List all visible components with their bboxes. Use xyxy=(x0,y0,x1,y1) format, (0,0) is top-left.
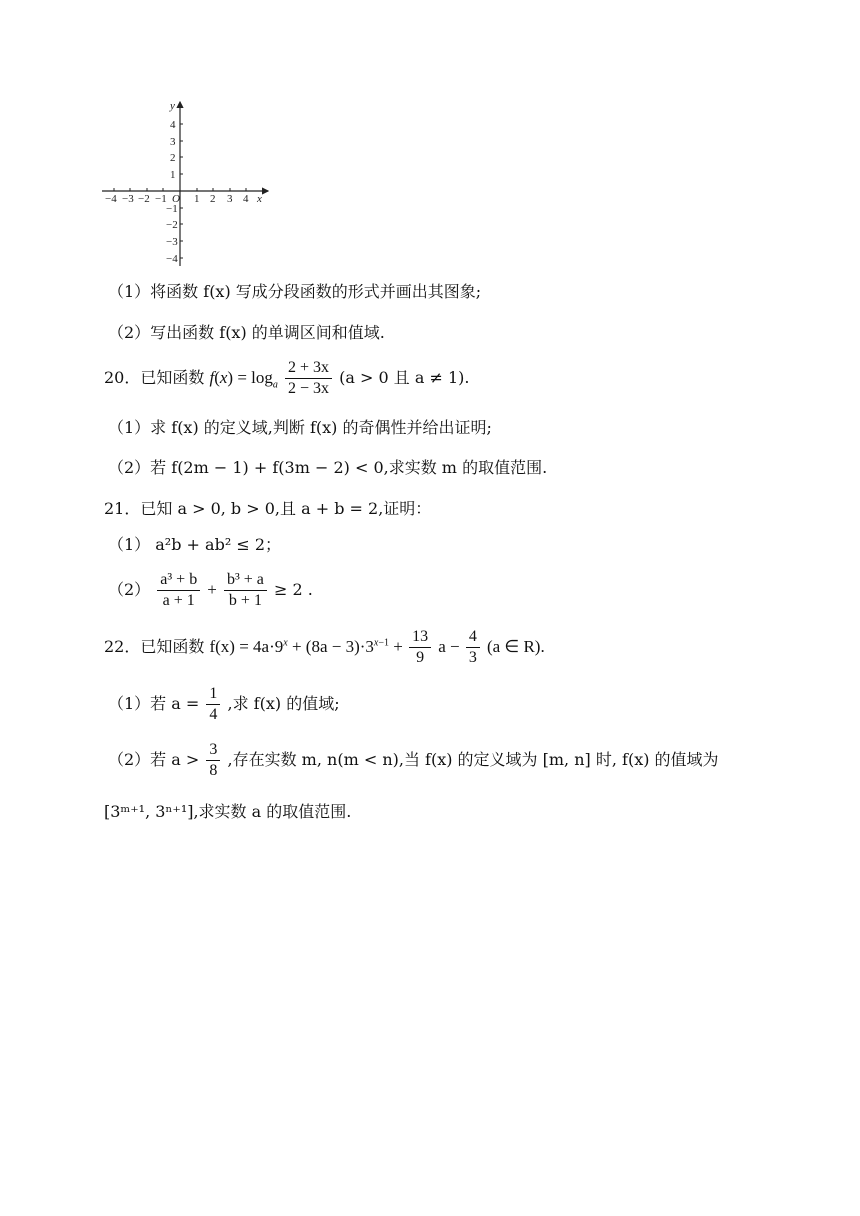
q22-term-a: $f(x) = 4a\cdot 9^x$ xyxy=(209,637,288,656)
q22-frac1-denominator: 9 xyxy=(416,649,425,666)
x-tick-label: −2 xyxy=(138,193,150,205)
origin-label: O xyxy=(172,193,180,205)
q22-term-d: a − xyxy=(438,637,464,656)
q21-fraction-2 xyxy=(224,570,267,611)
q21-frac2-numerator: b³ + a xyxy=(224,570,267,591)
q22-part2 xyxy=(108,740,719,781)
y-axis-label: y xyxy=(170,100,175,112)
y-tick-label: −2 xyxy=(166,219,178,231)
q22-term-b: + $(8a - 3)\cdot 3^{x-1}$ xyxy=(287,637,390,656)
q21-part2: （2） $\frac{\text{a³ + b}}{a + 1}$ + $\frac{\text{b³ + a}}{b + 1}$ ≥ 2 . xyxy=(108,571,313,609)
q22-stem: 22．已知函数 $f(x) = 4a\cdot 9^x + (8a - 3)\cdot 3^{x-1}$ + $\frac{13}{9}$ a − $\frac{4}{3}$ (a ∈ R). xyxy=(104,628,545,666)
q22-fraction-1 xyxy=(409,627,431,668)
q22-part1-frac-numerator: 1 xyxy=(206,684,220,705)
q22-part2-frac-numerator: 3 xyxy=(206,740,220,761)
q21-frac1-denominator: a + 1 xyxy=(162,592,195,609)
q22-part2-frac-denominator: 8 xyxy=(209,762,218,779)
q20-frac-denominator: 2 − 3x xyxy=(288,380,330,397)
q19-part2: （2）写出函数 f(x) 的单调区间和值域. xyxy=(108,323,385,342)
q21-stem: 21．已知 a > 0, b > 0,且 a + b = 2,证明： xyxy=(104,499,432,518)
y-tick-label: −3 xyxy=(166,236,178,248)
q20-part1: （1）求 f(x) 的定义域,判断 f(x) 的奇偶性并给出证明; xyxy=(108,418,492,437)
q22-part2-fraction xyxy=(206,740,220,781)
q21-fraction-1 xyxy=(157,570,200,611)
q22-term-e: (a ∈ R). xyxy=(486,637,545,656)
x-tick-label: −1 xyxy=(155,193,167,205)
q22-part1-prefix: （1）若 a = xyxy=(108,694,200,713)
q21-part2-label: （2） xyxy=(108,580,151,599)
q22-part2-line2: [3ᵐ⁺¹, 3ⁿ⁺¹],求实数 a 的取值范围. xyxy=(104,802,352,821)
x-tick-label: −3 xyxy=(122,193,134,205)
q20-function-lhs: $f(x) = \log_a$ xyxy=(209,368,278,391)
q22-part1-frac-denominator: 4 xyxy=(209,706,218,723)
y-tick-label: −1 xyxy=(166,203,178,215)
y-tick-label: −4 xyxy=(166,253,178,265)
q21-part1: （1） a²b + ab² ≤ 2； xyxy=(108,535,281,554)
y-tick-label: 3 xyxy=(170,136,176,148)
q20-frac-numerator: 2 + 3x xyxy=(285,358,332,379)
y-tick-label: 2 xyxy=(170,152,176,164)
q22-part1 xyxy=(108,684,340,725)
x-tick-label: 2 xyxy=(210,193,216,205)
x-tick-label: 4 xyxy=(243,193,249,205)
q22-stem-prefix: 22．已知函数 xyxy=(104,637,205,656)
x-tick-label: 1 xyxy=(194,193,200,205)
x-axis-label: x xyxy=(257,193,262,205)
q19-part1: （1）将函数 f(x) 写成分段函数的形式并画出其图象; xyxy=(108,282,482,301)
y-tick-label: 1 xyxy=(170,169,176,181)
x-tick-label: −4 xyxy=(105,193,117,205)
q20-part2: （2）若 f(2m − 1) + f(3m − 2) < 0,求实数 m 的取值范围. xyxy=(108,458,548,477)
q22-part1-fraction xyxy=(206,684,220,725)
q20-stem-prefix: 20．已知函数 xyxy=(104,368,205,387)
q22-part1-suffix: ,求 f(x) 的值域; xyxy=(227,694,340,713)
q21-frac1-numerator: a³ + b xyxy=(157,570,200,591)
q22-part2-suffix: ,存在实数 m, n(m < n),当 f(x) 的定义域为 [m, n] 时, f(x) 的值域为 xyxy=(227,750,719,769)
q22-frac1-numerator: 13 xyxy=(409,627,431,648)
q20-stem-suffix: (a > 0 且 a ≠ 1). xyxy=(339,368,470,387)
q20-stem xyxy=(104,358,469,399)
q21-part2-tail: ≥ 2 . xyxy=(274,580,313,599)
y-tick-label: 4 xyxy=(170,119,176,131)
q20-fraction xyxy=(285,358,332,399)
q22-part2-prefix: （2）若 a > xyxy=(108,750,200,769)
coordinate-grid xyxy=(100,98,272,270)
q22-frac2-denominator: 3 xyxy=(468,649,477,666)
q21-frac2-denominator: b + 1 xyxy=(228,592,262,609)
x-tick-label: 3 xyxy=(227,193,233,205)
q22-fraction-2 xyxy=(466,627,480,668)
q22-frac2-numerator: 4 xyxy=(466,627,480,648)
